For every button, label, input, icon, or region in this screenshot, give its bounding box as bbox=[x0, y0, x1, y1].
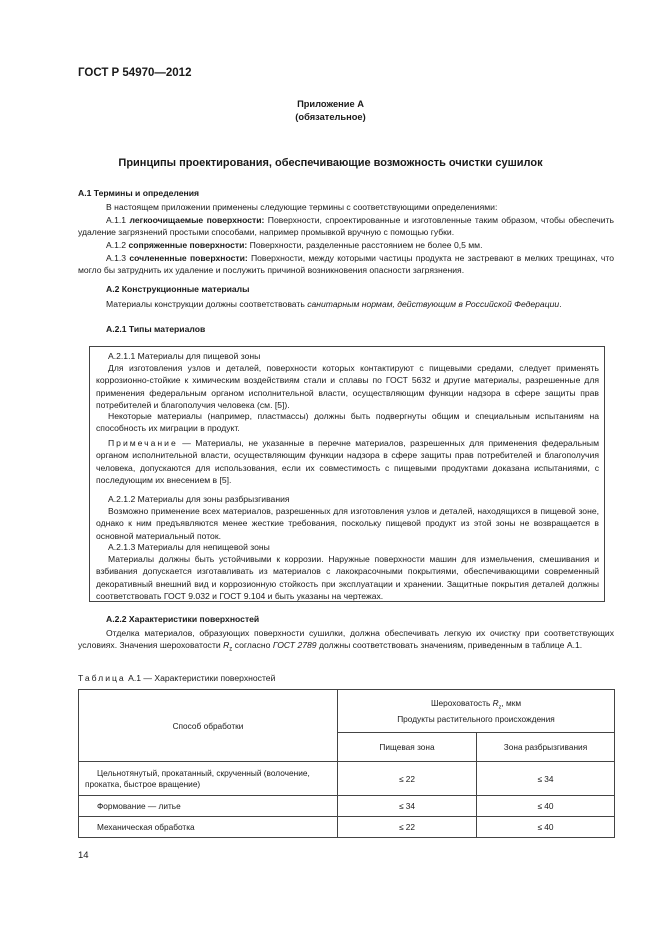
box-paragraph-splash-zone: Возможно применение всех материалов, разрешенных для изготовления узлов и деталей, находящихся в пищевой зоне, однако к ним предъявляются менее жесткие требования, поскольку пищевой продукт из этой зоны не возвращается в основной материальный поток. bbox=[96, 506, 599, 541]
roughness-symbol: R bbox=[223, 640, 230, 651]
table-caption bbox=[78, 672, 614, 684]
roughness-header-line1 bbox=[344, 698, 608, 711]
section-a2-text bbox=[78, 298, 614, 310]
roughness-header-text: Шероховатость bbox=[430, 698, 493, 709]
table-cell-splash: ≤ 40 bbox=[477, 796, 615, 817]
box-paragraph-food-zone: Для изготовления узлов и деталей, поверхности которых контактируют с пищевыми средами, следует применять коррозионно-стойкие к химическим воздействиям стали и сплавы по ГОСТ 5632 и другие материалы, разрешенные для применения федеральным органом исполнительной власти, осуществляющим функции надзора в сфере защиты прав потребителей и благополучия человека (см. [5]). bbox=[96, 363, 599, 411]
section-a2-regulation: санитарным нормам, действующим в Российской Федерации bbox=[307, 299, 560, 309]
roughness-header-unit: , мкм bbox=[501, 698, 522, 709]
section-a1-heading: А.1 Термины и определения bbox=[78, 188, 200, 198]
table-cell-method: Формование — литье bbox=[79, 796, 338, 817]
box-note bbox=[96, 437, 599, 487]
term-1-name: легкоочищаемые поверхности: bbox=[129, 215, 265, 225]
table-cell-food: ≤ 22 bbox=[338, 762, 477, 796]
section-a1-intro: В настоящем приложении применены следующие термины с соответствующими определениями: bbox=[106, 202, 498, 212]
table-cell-method: Цельнотянутый, прокатанный, скрученный (волочение, прокатка, быстрое вращение) bbox=[79, 762, 338, 796]
gost-reference: ГОСТ 2789 bbox=[272, 640, 317, 651]
term-3-name: сочлененные поверхности: bbox=[129, 253, 248, 263]
table-caption-text: А.1 — Характеристики поверхностей bbox=[125, 673, 276, 683]
box-paragraph-testing: Некоторые материалы (например, пластмассы) должны быть подвергнуты общим и специальным испытаниям на способность их миграции в продукт. bbox=[96, 411, 599, 434]
term-2 bbox=[78, 239, 614, 251]
table-cell-method: Механическая обработка bbox=[79, 817, 338, 838]
section-a2-text-start: Материалы конструкции должны соответствовать bbox=[106, 299, 308, 309]
table-row bbox=[79, 796, 615, 817]
term-2-name: сопряженные поверхности: bbox=[128, 240, 248, 250]
column-header-food-zone: Пищевая зона bbox=[338, 733, 477, 762]
table-caption-label: Таблица bbox=[78, 673, 126, 683]
column-header-method: Способ обработки bbox=[79, 690, 338, 762]
roughness-header-symbol: R bbox=[492, 698, 499, 709]
surface-characteristics-table bbox=[78, 689, 615, 838]
box-heading-splash-zone: А.2.1.2 Материалы для зоны разбрызгивания bbox=[108, 494, 290, 504]
section-a2-heading: А.2 Конструкционные материалы bbox=[106, 284, 250, 294]
box-heading-food-zone: А.2.1.1 Материалы для пищевой зоны bbox=[108, 351, 261, 361]
box-note-label: Примечание bbox=[108, 438, 178, 448]
box-paragraph-nonfood-zone: Материалы должны быть устойчивыми к коррозии. Наружные поверхности машин для измельчения, смешивания и взбивания допускается изготавливать из материалов с лакокрасочными покрытиями, обеспечивающими современный декоративный внешний вид и коррозионную стойкость при эксплуатации и хранении. Защитные покрытия деталей должны соответствовать ГОСТ 9.032 и ГОСТ 9.104 и быть указаны на чертежах. bbox=[96, 554, 599, 602]
appendix-title: Приложение А bbox=[297, 99, 364, 109]
roughness-header-line2: Продукты растительного происхождения bbox=[397, 713, 555, 724]
section-a21-heading: А.2.1 Типы материалов bbox=[106, 324, 206, 334]
term-3-definition: Поверхности, между которыми частицы продукта не застревают в мелких трещинах, что могло бы затруднить их удаление и послужить причиной возникновения опасности загрязнения. bbox=[78, 253, 614, 276]
table-row bbox=[79, 817, 615, 838]
section-a22-text-start: Отделка материалов, образующих поверхности сушилки, должна обеспечивать легкую их очистку при соответствующих условиях. Значения шероховатости bbox=[78, 628, 614, 651]
section-a2-text-end: . bbox=[559, 299, 562, 309]
term-3 bbox=[78, 252, 614, 277]
section-a22-text-mid: согласно bbox=[232, 640, 273, 651]
table-row bbox=[79, 762, 615, 796]
term-1-number: А.1.1 bbox=[106, 215, 127, 225]
term-3-number: А.1.3 bbox=[106, 253, 127, 263]
roughness-header-subscript: z bbox=[498, 704, 502, 711]
term-1 bbox=[78, 214, 614, 239]
roughness-subscript: z bbox=[229, 647, 233, 654]
table-cell-splash: ≤ 40 bbox=[477, 817, 615, 838]
box-note-text: — Материалы, не указанные в перечне материалов, разрешенных для применения федеральным органом исполнительной власти, осуществляющим функции надзора в сфере защиты прав потребителей и благополучия человека, допускаются для использования, если их совместимость с пищевыми продуктами доказана испытаниями, с последующим их внесением в [5]. bbox=[96, 438, 599, 486]
main-title: Принципы проектирования, обеспечивающие возможность очистки сушилок bbox=[118, 157, 543, 169]
table-cell-splash: ≤ 34 bbox=[477, 762, 615, 796]
box-heading-nonfood-zone: А.2.1.3 Материалы для непищевой зоны bbox=[108, 542, 270, 552]
document-code: ГОСТ Р 54970—2012 bbox=[78, 67, 192, 79]
column-header-splash-zone: Зона разбрызгивания bbox=[477, 733, 615, 762]
appendix-subtitle: (обязательное) bbox=[295, 112, 366, 122]
section-a22-text-end: должны соответствовать значениям, приведенным в таблице А.1. bbox=[316, 640, 583, 651]
term-1-definition: Поверхности, спроектированные и изготовленные таким образом, чтобы обеспечить удаление загрязнений простыми способами, например промывкой вручную с помощью губки. bbox=[78, 215, 614, 238]
table-cell-food: ≤ 22 bbox=[338, 817, 477, 838]
section-a22-text bbox=[78, 627, 614, 657]
section-a22-heading: А.2.2 Характеристики поверхностей bbox=[106, 614, 260, 624]
table-cell-food: ≤ 34 bbox=[338, 796, 477, 817]
term-2-definition: Поверхности, разделенные расстоянием не более 0,5 мм. bbox=[247, 240, 483, 250]
column-header-roughness bbox=[338, 690, 615, 733]
page-number: 14 bbox=[78, 850, 89, 861]
term-2-number: А.1.2 bbox=[106, 240, 127, 250]
